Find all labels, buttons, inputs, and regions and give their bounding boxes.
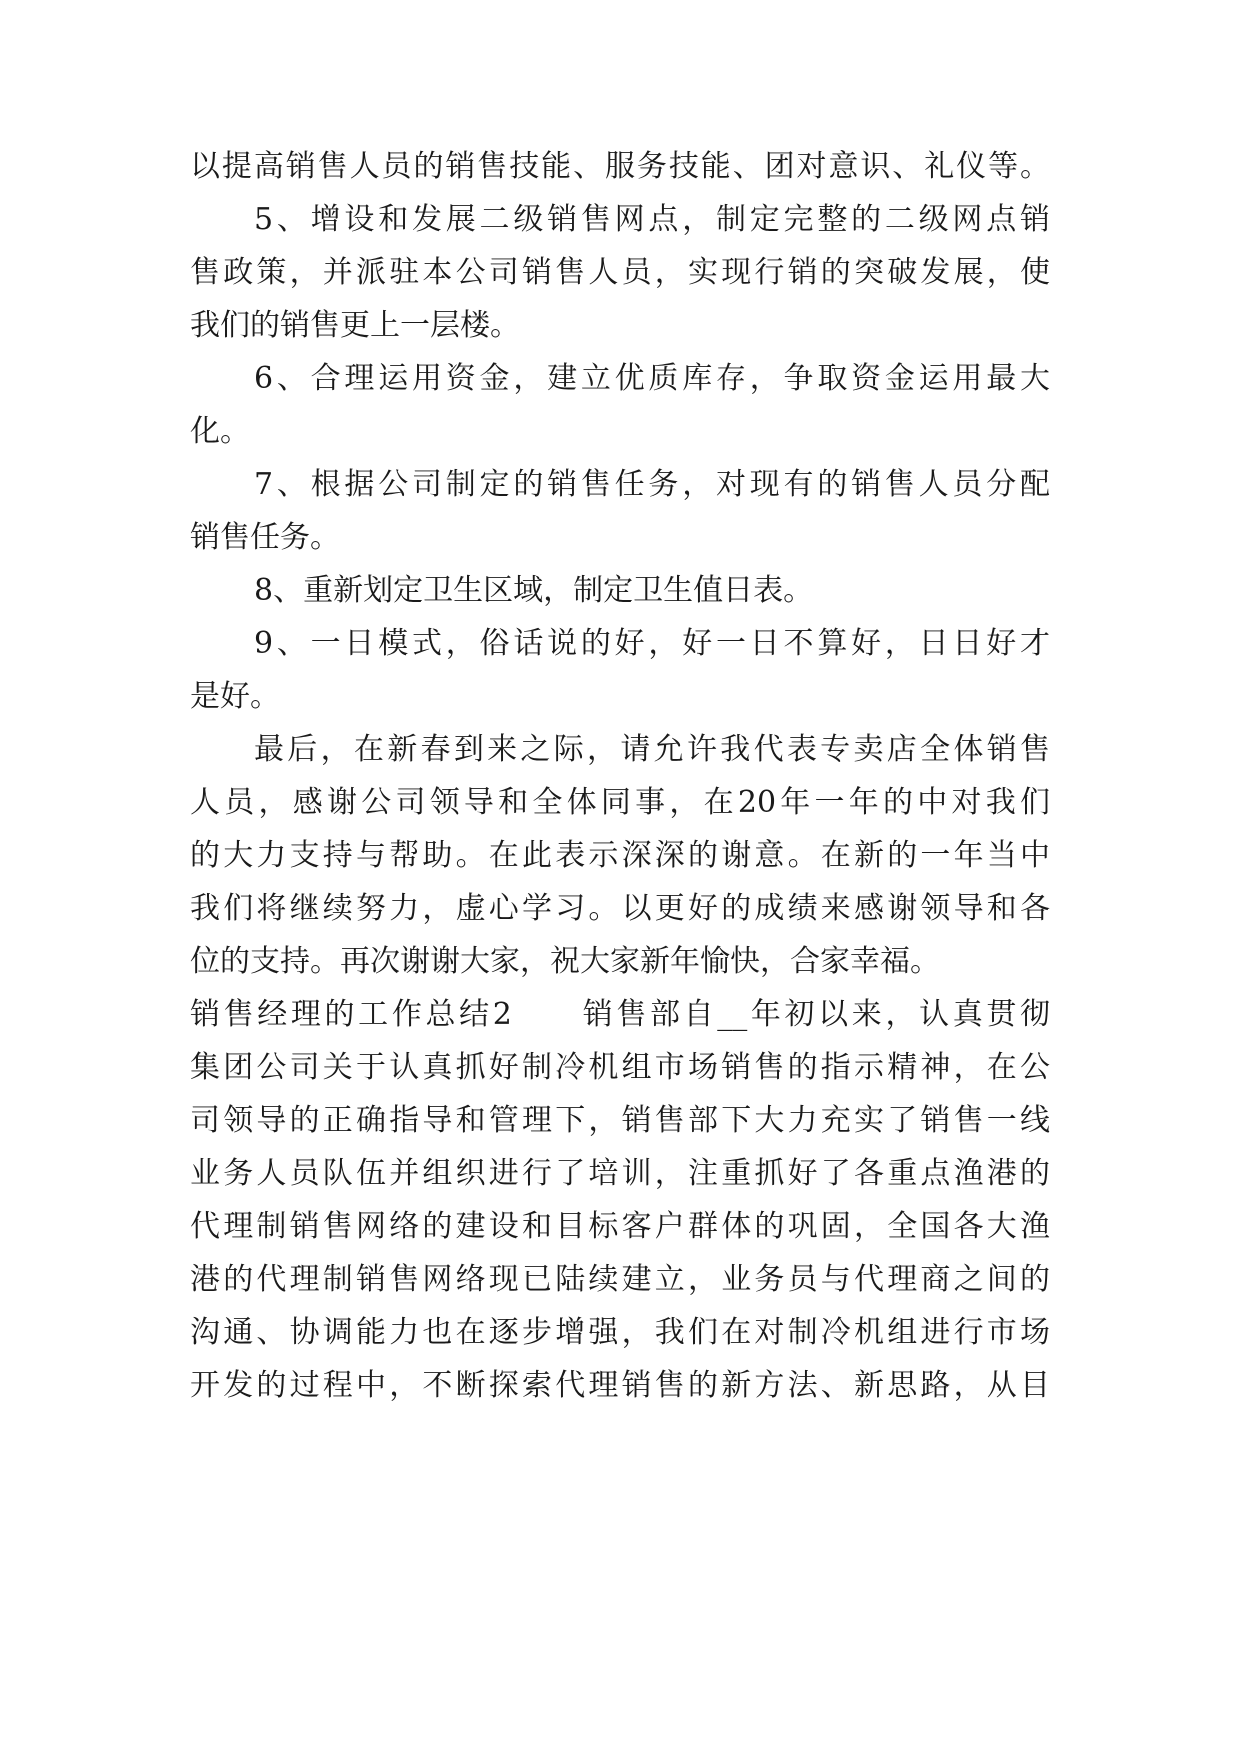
text-line: 司领导的正确指导和管理下，销售部下大力充实了销售一线: [190, 1103, 1050, 1138]
text-line: 港的代理制销售网络现已陆续建立，业务员与代理商之间的: [190, 1262, 1050, 1297]
text-line: 我们将继续努力，虚心学习。以更好的成绩来感谢领导和各: [190, 891, 1050, 926]
text-line: 以提高销售人员的销售技能、服务技能、团对意识、礼仪等。: [190, 149, 1050, 184]
text-line: 代理制销售网络的建设和目标客户群体的巩固，全国各大渔: [190, 1209, 1050, 1244]
closing-paragraph: 最后，在新春到来之际，请允许我代表专卖店全体销售: [254, 732, 1050, 767]
text-line: 是好。: [190, 679, 280, 714]
section-heading-line: 销售经理的工作总结2 销售部自__年初以来，认真贯彻: [190, 997, 1050, 1032]
list-item-6: 6、合理运用资金，建立优质库存，争取资金运用最大: [254, 361, 1050, 396]
text-line: 开发的过程中，不断探索代理销售的新方法、新思路，从目: [190, 1368, 1050, 1403]
text-line: 沟通、协调能力也在逐步增强，我们在对制冷机组进行市场: [190, 1315, 1050, 1350]
text-line: 位的支持。再次谢谢大家，祝大家新年愉快，合家幸福。: [190, 944, 940, 979]
list-item-7: 7、根据公司制定的销售任务，对现有的销售人员分配: [254, 467, 1050, 502]
text-line: 化。: [190, 414, 250, 449]
text-line: 售政策，并派驻本公司销售人员，实现行销的突破发展，使: [190, 255, 1050, 290]
text-line: 销售任务。: [190, 520, 340, 555]
list-item-8: 8、重新划定卫生区域，制定卫生值日表。: [254, 573, 814, 608]
text-line: 人员，感谢公司领导和全体同事，在20年一年的中对我们: [190, 785, 1050, 820]
text-line: 我们的销售更上一层楼。: [190, 308, 520, 343]
list-item-5: 5、增设和发展二级销售网点，制定完整的二级网点销: [254, 202, 1050, 237]
list-item-9: 9、一日模式，俗话说的好，好一日不算好，日日好才: [254, 626, 1050, 661]
text-line: 集团公司关于认真抓好制冷机组市场销售的指示精神，在公: [190, 1050, 1050, 1085]
text-line: 的大力支持与帮助。在此表示深深的谢意。在新的一年当中: [190, 838, 1050, 873]
text-line: 业务人员队伍并组织进行了培训，注重抓好了各重点渔港的: [190, 1156, 1050, 1191]
